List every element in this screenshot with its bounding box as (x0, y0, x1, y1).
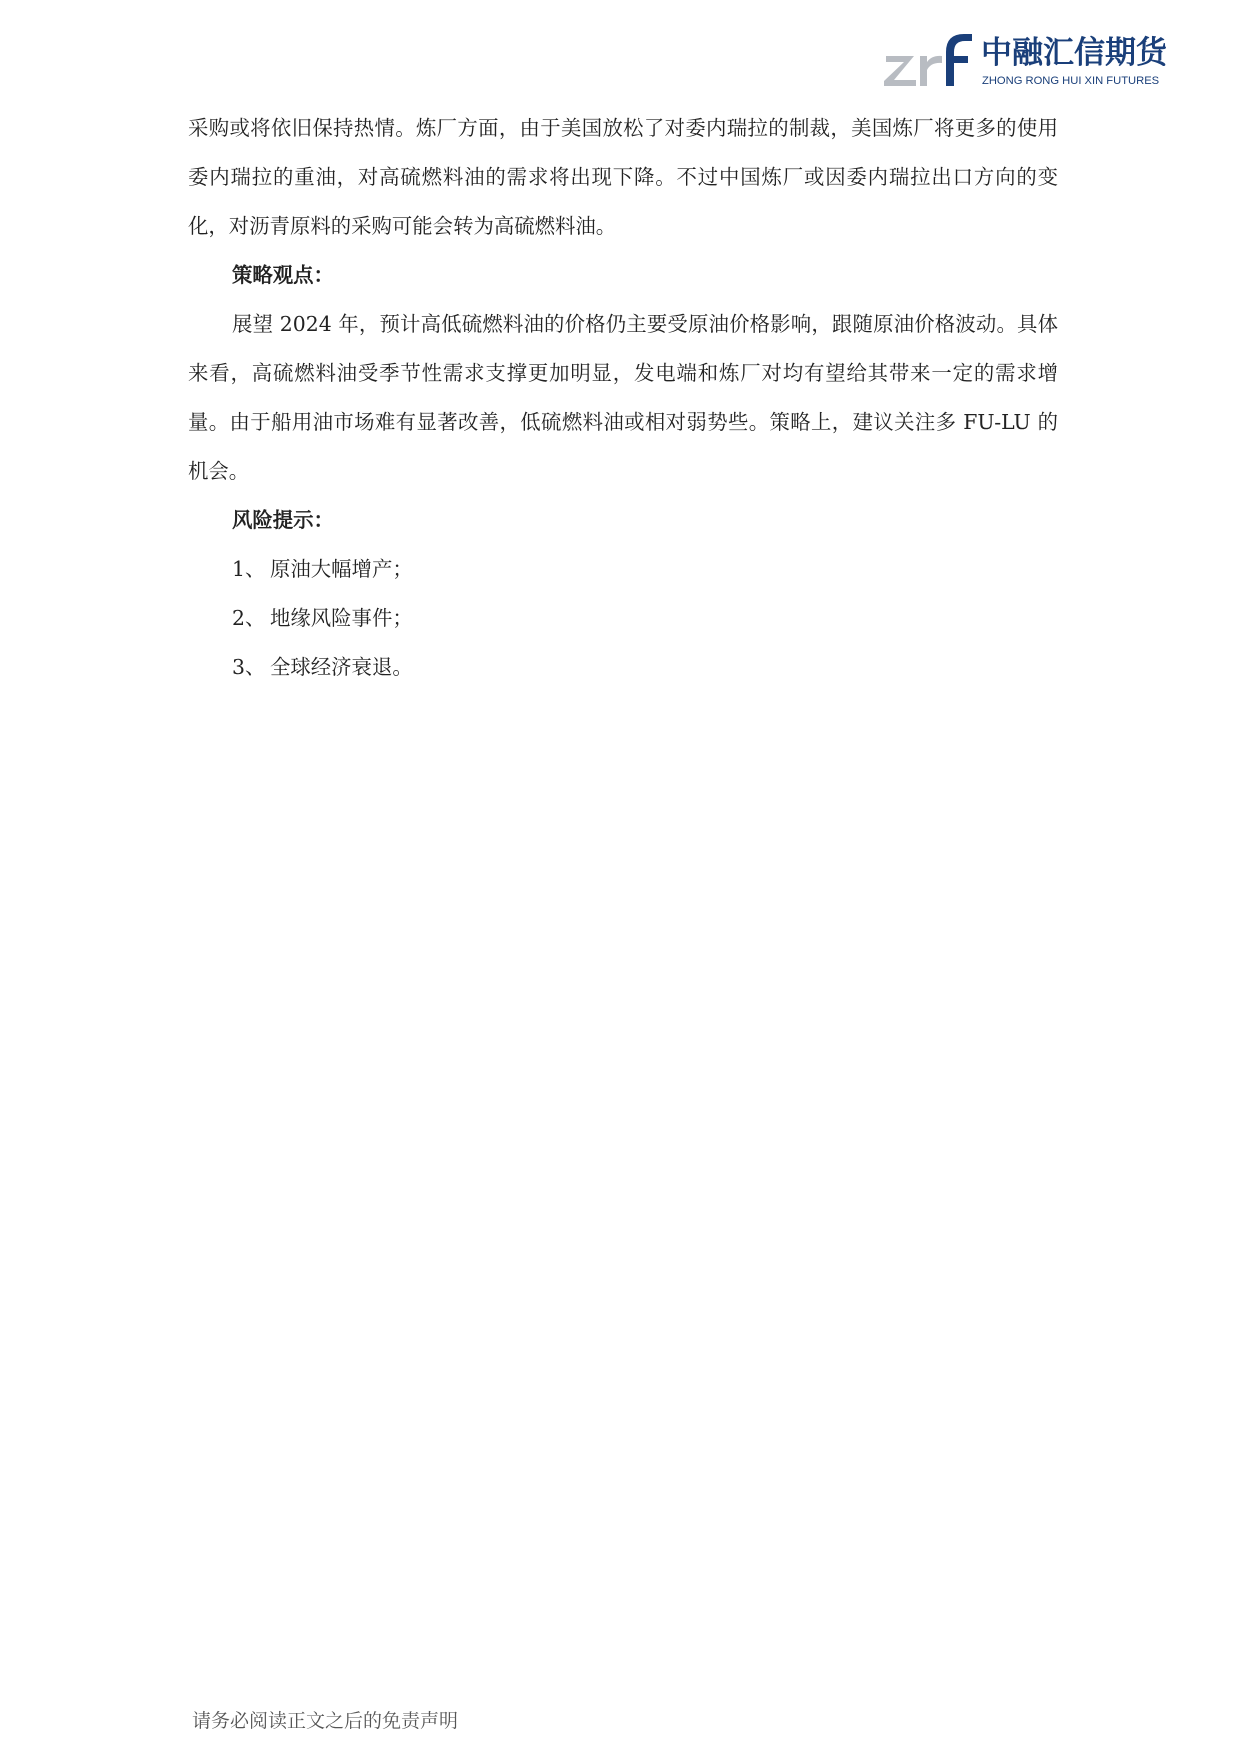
list-item (188, 643, 1058, 692)
intro-paragraph: 采购或将依旧保持热情。炼厂方面，由于美国放松了对委内瑞拉的制裁，美国炼厂将更多的使用委内瑞拉的重油，对高硫燃料油的需求将出现下降。不过中国炼厂或因委内瑞拉出口方向的变化，对沥青原料的采购可能会转为高硫燃料油。 (188, 116, 1058, 238)
document-body (188, 104, 1058, 692)
risk-list (188, 545, 1058, 692)
list-item-text: 原油大幅增产； (270, 557, 413, 581)
list-item-number: 2、 (232, 606, 266, 630)
list-item (188, 594, 1058, 643)
risk-heading: 风险提示： (232, 508, 334, 532)
list-item-text: 全球经济衰退。 (270, 655, 413, 679)
list-item-number: 3、 (232, 655, 266, 679)
strategy-paragraph: 展望 2024 年，预计高低硫燃料油的价格仍主要受原油价格影响，跟随原油价格波动。具体来看，高硫燃料油受季节性需求支撑更加明显，发电端和炼厂对均有望给其带来一定的需求增量。由于船用油市场难有显著改善，低硫燃料油或相对弱势些。策略上，建议关注多 FU-LU 的机会。 (188, 312, 1058, 483)
list-item-text: 地缘风险事件； (270, 606, 413, 630)
logo-english-name: ZHONG RONG HUI XIN FUTURES (982, 75, 1160, 87)
strategy-heading: 策略观点： (232, 263, 334, 287)
list-item (188, 545, 1058, 594)
zrf-logo-mark (884, 30, 974, 92)
company-logo (884, 30, 1174, 92)
footer-disclaimer: 请务必阅读正文之后的免责声明 (192, 1710, 459, 1732)
list-item-number: 1、 (232, 557, 266, 581)
logo-chinese-name: 中融汇信期货 (981, 35, 1167, 71)
